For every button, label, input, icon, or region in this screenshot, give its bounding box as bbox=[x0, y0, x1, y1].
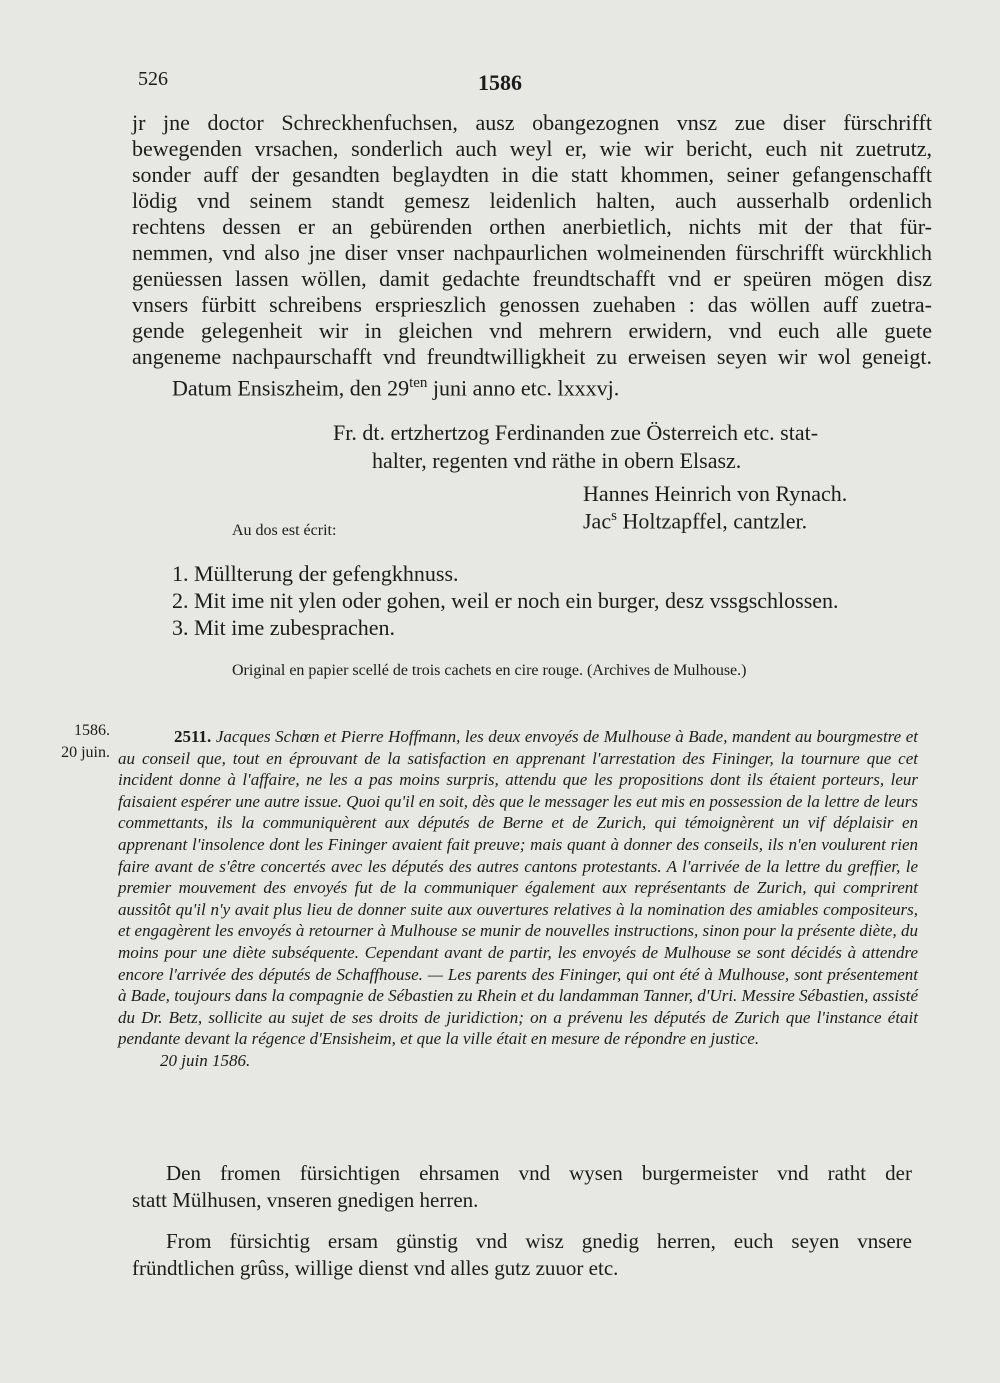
date-line-superscript: ten bbox=[409, 375, 428, 391]
date-line-text: Datum Ensiszheim, den 29 bbox=[172, 375, 410, 401]
greeting-line-1: From fürsichtig ersam günstig vnd wisz gnedig herren, euch seyen vnsere bbox=[166, 1229, 912, 1253]
letter-line: nemmen, vnd also jne diser vnser nachpaurlichen wolmeinenden fürschrifft würckhlich bbox=[132, 240, 932, 265]
letter-line: sonder auff der gesandten beglaydten in die statt khommen, seiner gefangenschafft bbox=[132, 162, 932, 187]
issuer-line-1: Fr. dt. ertzhertzog Ferdinanden zue Österreich etc. stat- bbox=[333, 420, 819, 445]
letter-line: genüessen lassen wöllen, damit gedachte freundtschafft vnd er speüren mögen disz bbox=[132, 266, 932, 291]
margin-day: 20 juin. bbox=[61, 744, 110, 761]
dorsal-item: 1. Müllterung der gefengkhnuss. bbox=[172, 561, 459, 586]
regest-text: Jacques Schœn et Pierre Hoffmann, les deux envoyés de Mulhouse à Bade, mandent au bourgmestre et au conseil que, tout en éprouvant de la satisfaction en apprenant l'arrestation des Fininger, la tournure que cet incident donne à l'affaire, ne les a pas moins surpris, attendu que les propositions dont ils étaient porteurs, leur faisaient espérer une autre issue. Quoi qu'il en soit, dès que le messager les eut mis en possession de la lettre de leurs commettants, ils la communiquèrent aux députés de Berne et de Zurich, qui témoignèrent un vif déplaisir en apprenant l'insolence dont les Fininger avaient fait preuve; mais quant à donner des conseils, ils n'en voulurent rien faire avant de s'être concertés avec les députés des autres cantons protestants. A l'arrivée de la lettre du greffier, le premier mouvement des envoyés fut de la communiquer également aux représentants de Zurich, qui comprirent aussitôt qu'il n'y avait plus lieu de donner suite aux ouvertures relatives à la nomination des amiables compositeurs, et engagèrent les envoyés à retourner à Mulhouse se munir de nouvelles instructions, sinon pour la présente diète, du moins pour une diète subséquente. Cependant avant de partir, les envoyés de Mulhouse se sont décidés à attendre encore l'arrivée des députés de Schaffhouse. — Les parents des Fininger, qui ont été à Mulhouse, sont présentement à Bade, toujours dans la compagnie de Sébastien zu Rhein et du landamman Tanner, d'Uri. Messire Sébastien, assisté du Dr. Betz, sollicite au sujet de ses droits de juridiction; on a prévenu les députés de Zurich que l'instance était pendante devant la régence d'Ensisheim, et que la ville était en mesure de répondre en justice. bbox=[118, 727, 918, 1049]
signer-2 bbox=[583, 508, 807, 534]
page-number: 526 bbox=[138, 68, 168, 90]
signer-1: Hannes Heinrich von Rynach. bbox=[583, 481, 848, 506]
source-note: Original en papier scellé de trois cachets en cire rouge. (Archives de Mulhouse.) bbox=[232, 662, 747, 679]
letter-line: jr jne doctor Schreckhenfuchsen, ausz obangezognen vnsz zue diser fürschrifft bbox=[132, 110, 932, 135]
address-line-2: statt Mülhusen, vnseren gnedigen herren. bbox=[132, 1188, 479, 1212]
regest-date: 20 juin 1586. bbox=[160, 1050, 251, 1070]
letter-line: lödig vnd seinem standt gemesz leidenlich halten, auch ausserhalb ordenlich bbox=[132, 188, 932, 213]
greeting-line-2: fründtlichen grûss, willige dienst vnd alles gutz zuuor etc. bbox=[132, 1256, 619, 1280]
issuer-line-2: halter, regenten vnd räthe in obern Elsasz. bbox=[372, 448, 742, 473]
signer-2-text: Jac bbox=[583, 508, 612, 534]
letter-line: vnsers fürbitt schreibens ersprieszlich genossen zuehaben : das wöllen auff zuetra- bbox=[132, 292, 932, 317]
dorsal-item: 2. Mit ime nit ylen oder gohen, weil er noch ein burger, desz vssgschlossen. bbox=[172, 588, 839, 613]
dorsal-item: 3. Mit ime zubesprachen. bbox=[172, 615, 395, 640]
letter-date-line bbox=[132, 370, 932, 401]
letter-line: bewegenden vrsachen, sonderlich auch weyl er, wie wir bericht, euch nit zuetrutz, bbox=[132, 136, 932, 161]
letter-line: angeneme nachpaurschafft vnd freundtwilligkheit zu erweisen seyen wir wol geneigt. bbox=[132, 344, 932, 369]
signer-2-text-end: Holtzapffel, cantzler. bbox=[616, 508, 808, 534]
dorsal-list bbox=[172, 560, 932, 641]
margin-year: 1586. bbox=[74, 722, 110, 739]
margin-date bbox=[48, 720, 110, 764]
letter-body bbox=[132, 110, 932, 401]
signer-2-superscript: s bbox=[611, 508, 617, 524]
letter-line: gende gelegenheit wir in gleichen vnd mehrern erwidern, vnd euch alle guete bbox=[132, 318, 932, 343]
page-year-heading: 1586 bbox=[478, 70, 522, 95]
letter-address bbox=[132, 1160, 912, 1214]
dorsal-label: Au dos est écrit: bbox=[232, 522, 337, 539]
letter-line: rechtens dessen er an gebürenden orthen anerbietlich, nichts mit der that für- bbox=[132, 214, 932, 239]
date-line-text-end: juni anno etc. lxxxvj. bbox=[427, 375, 620, 401]
address-line-1: Den fromen fürsichtigen ehrsamen vnd wysen burgermeister vnd ratht der bbox=[166, 1161, 912, 1185]
regest-number: 2511. bbox=[174, 727, 212, 746]
letter-greeting bbox=[132, 1228, 912, 1282]
regest-summary bbox=[118, 726, 918, 1072]
